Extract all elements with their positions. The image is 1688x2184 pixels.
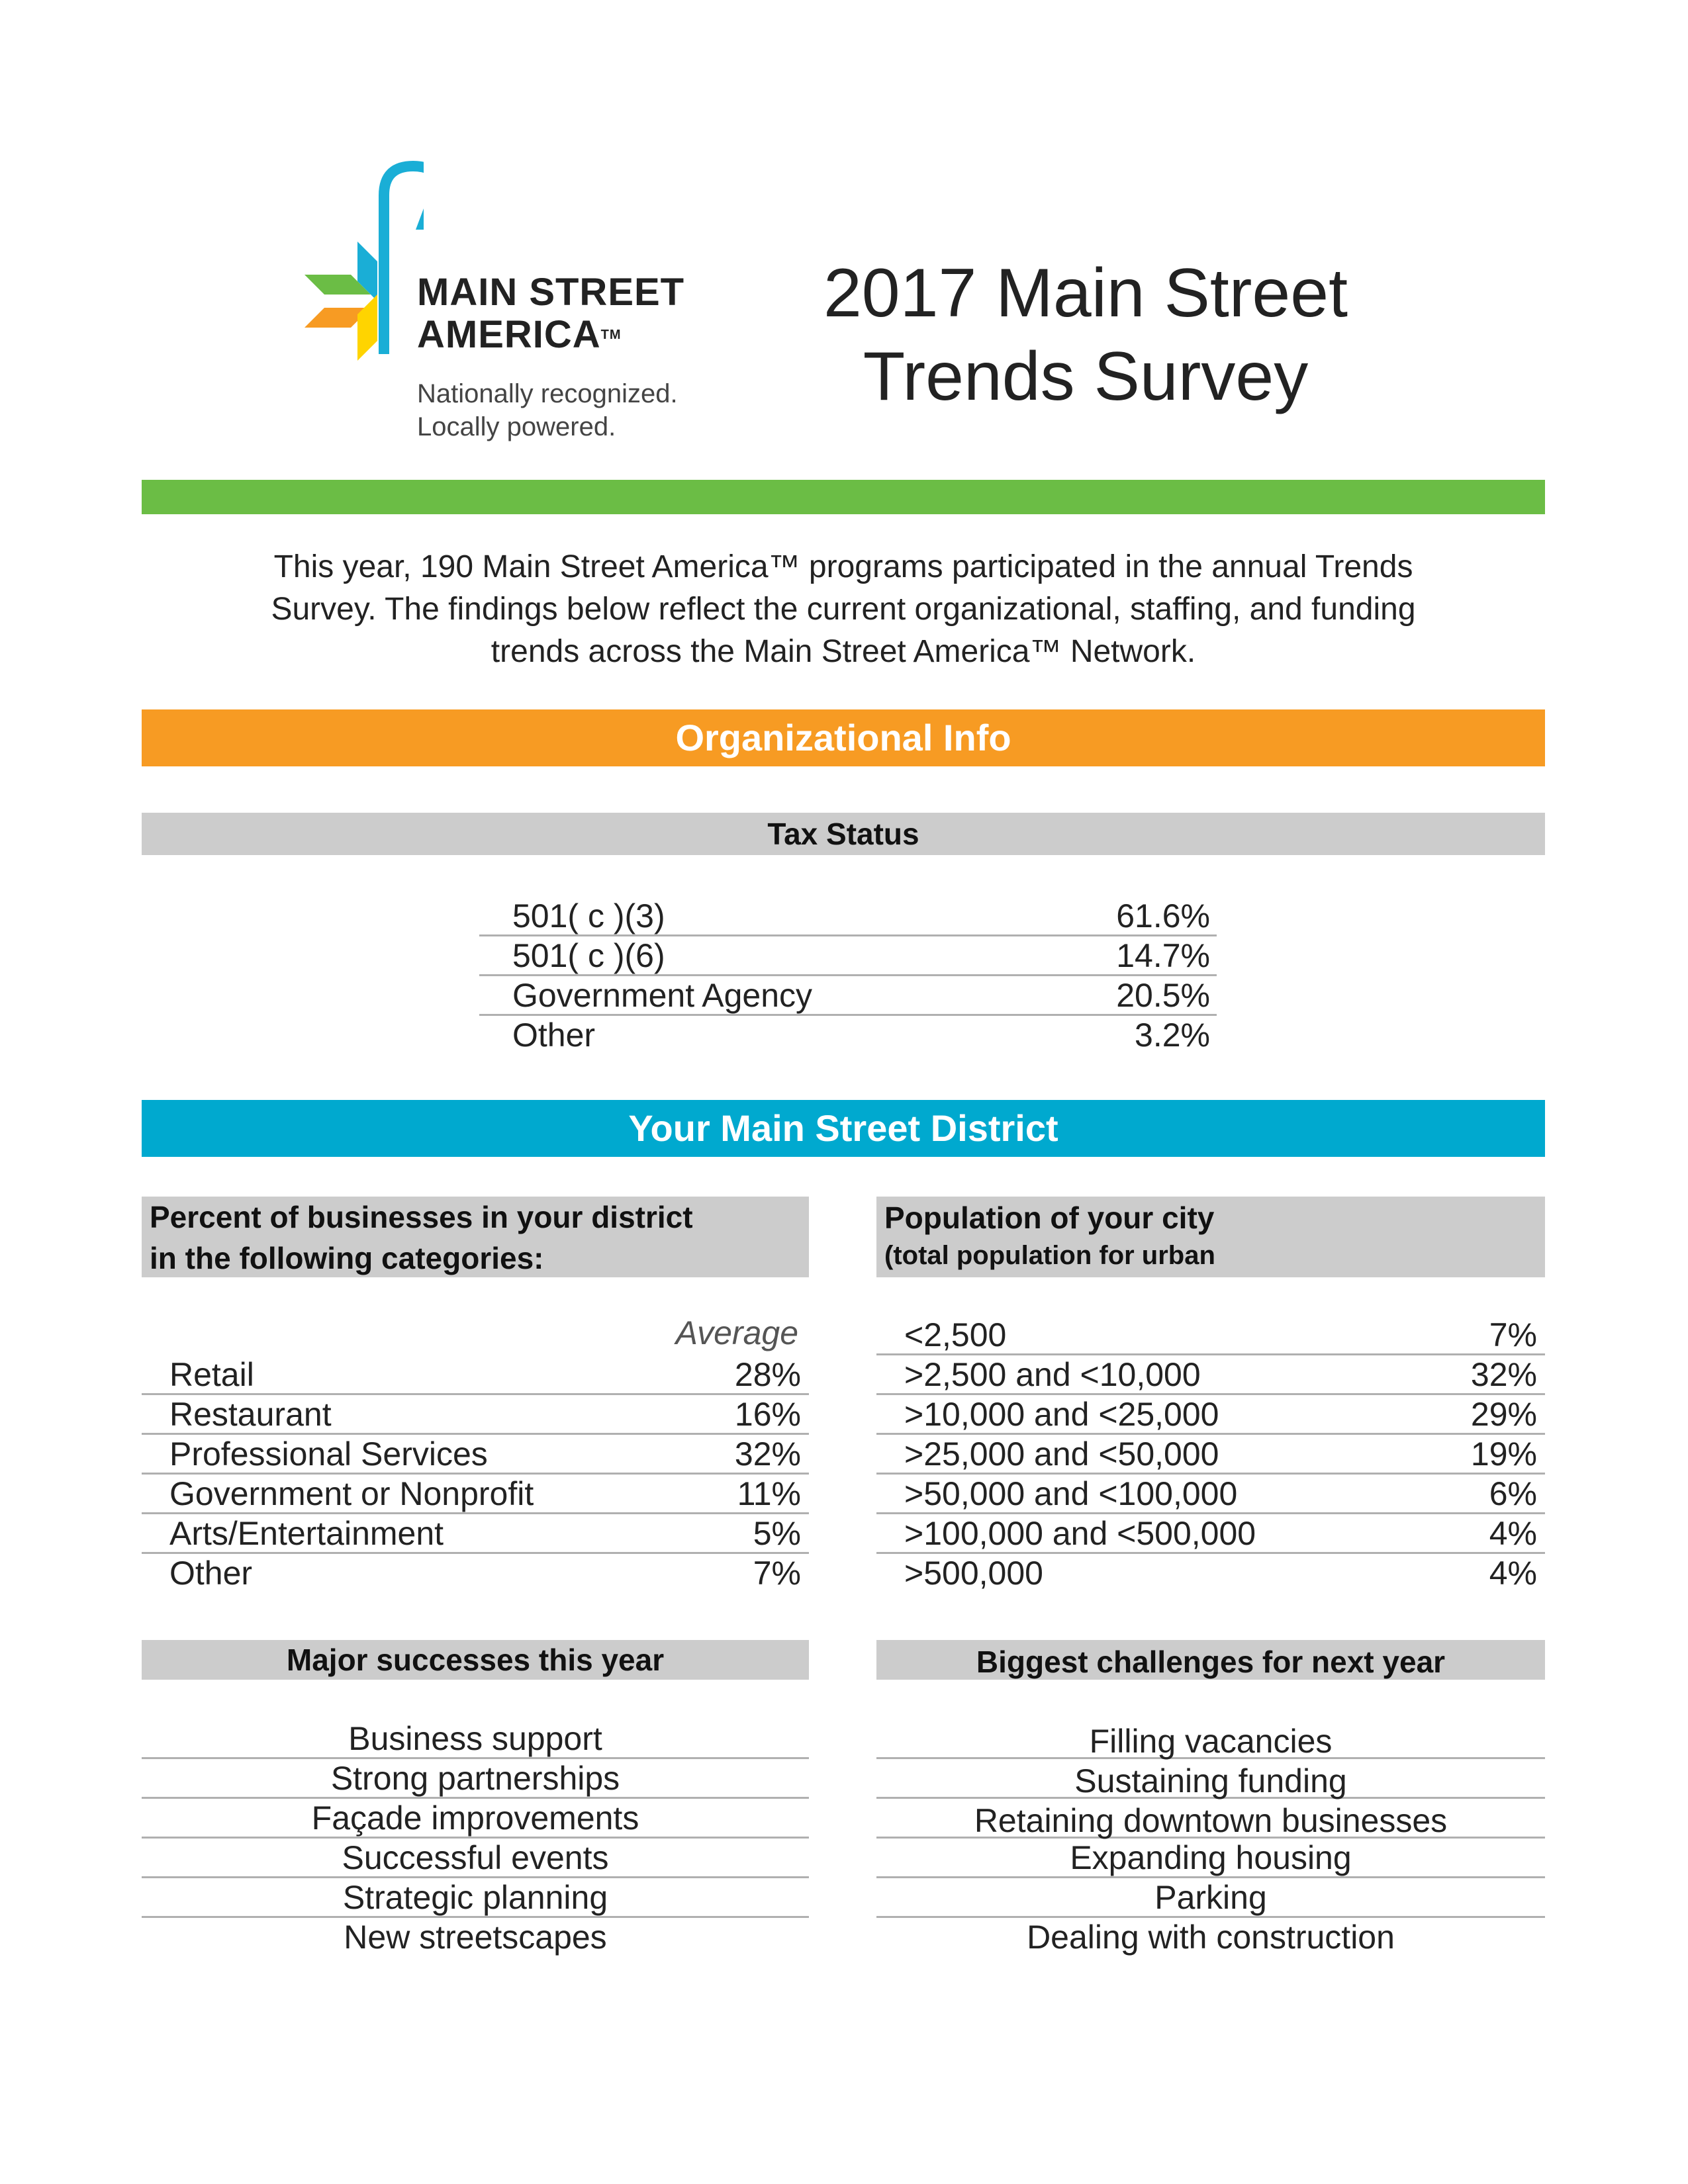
row-label: Restaurant bbox=[169, 1396, 332, 1433]
row-label: Retail bbox=[169, 1356, 254, 1393]
business-categories-header bbox=[142, 1197, 809, 1277]
title-line1: 2017 Main Street bbox=[823, 255, 1348, 332]
logo-tagline bbox=[417, 377, 678, 443]
list-item: Strong partnerships bbox=[142, 1759, 809, 1799]
row-label: >50,000 and <100,000 bbox=[904, 1475, 1238, 1512]
header-line: (total population for urban bbox=[884, 1241, 1215, 1270]
section-band-organizational-info: Organizational Info bbox=[142, 709, 1545, 766]
main-street-america-logo bbox=[291, 156, 728, 447]
list-item: Business support bbox=[142, 1719, 809, 1759]
list-item: Successful events bbox=[142, 1839, 809, 1878]
row-label: >100,000 and <500,000 bbox=[904, 1515, 1256, 1552]
header-line: Percent of businesses in your district bbox=[150, 1200, 693, 1234]
logo-tagline-line2: Locally powered. bbox=[417, 412, 616, 441]
intro-line: This year, 190 Main Street America™ programs participated in the annual Trends bbox=[273, 549, 1413, 584]
row-value: 32% bbox=[734, 1435, 801, 1473]
row-label: 501( c )(3) bbox=[512, 897, 665, 934]
page-title bbox=[755, 251, 1417, 418]
table-row bbox=[479, 976, 1217, 1016]
row-value: 7% bbox=[753, 1555, 801, 1592]
table-row bbox=[142, 1475, 809, 1514]
row-value: 7% bbox=[1489, 1316, 1537, 1353]
intro-line: Survey. The findings below reflect the current organizational, staffing, and funding bbox=[271, 592, 1416, 627]
row-value: 5% bbox=[753, 1515, 801, 1552]
table-row bbox=[142, 1435, 809, 1475]
row-value: 11% bbox=[737, 1475, 801, 1512]
row-value: 4% bbox=[1489, 1515, 1537, 1552]
row-value: 28% bbox=[734, 1356, 801, 1393]
list-item: Sustaining funding bbox=[876, 1759, 1545, 1799]
population-header bbox=[876, 1197, 1545, 1277]
logo-name-line1: MAIN STREET bbox=[417, 271, 685, 314]
list-item: Expanding housing bbox=[876, 1839, 1545, 1878]
table-row bbox=[876, 1355, 1545, 1395]
average-column-label: Average bbox=[675, 1314, 798, 1351]
list-item: New streetscapes bbox=[344, 1919, 607, 1956]
title-line2: Trends Survey bbox=[863, 338, 1309, 415]
row-label: Government or Nonprofit bbox=[169, 1475, 534, 1512]
list-item: Retaining downtown businesses bbox=[876, 1799, 1545, 1839]
challenges-header: Biggest challenges for next year bbox=[876, 1640, 1545, 1680]
row-label: <2,500 bbox=[904, 1316, 1007, 1353]
row-label: Other bbox=[169, 1555, 253, 1592]
logo-wordmark bbox=[417, 271, 684, 356]
successes-header: Major successes this year bbox=[142, 1640, 809, 1680]
row-label: >2,500 and <10,000 bbox=[904, 1356, 1201, 1393]
table-row bbox=[876, 1554, 1545, 1594]
row-value: 29% bbox=[1470, 1396, 1537, 1433]
street-lamp-star-icon bbox=[291, 156, 424, 394]
logo-name-line2: AMERICA bbox=[417, 313, 601, 356]
list-item: Strategic planning bbox=[142, 1878, 809, 1918]
row-label: >10,000 and <25,000 bbox=[904, 1396, 1219, 1433]
table-row bbox=[142, 1355, 809, 1395]
row-value: 32% bbox=[1470, 1356, 1537, 1393]
header-line: in the following categories: bbox=[150, 1241, 544, 1275]
logo-trademark: TM bbox=[600, 328, 622, 342]
list-item: Dealing with construction bbox=[1027, 1919, 1395, 1956]
row-label: 501( c )(6) bbox=[512, 937, 665, 974]
table-row bbox=[876, 1316, 1545, 1355]
section-band-district: Your Main Street District bbox=[142, 1100, 1545, 1157]
row-label: Arts/Entertainment bbox=[169, 1515, 444, 1552]
row-label: Other bbox=[512, 1017, 596, 1054]
row-value: 19% bbox=[1470, 1435, 1537, 1473]
table-row bbox=[876, 1514, 1545, 1554]
table-row bbox=[142, 1395, 809, 1435]
row-label: Professional Services bbox=[169, 1435, 488, 1473]
intro-line: trends across the Main Street America™ Network. bbox=[491, 634, 1196, 669]
row-value: 3.2% bbox=[1135, 1017, 1210, 1054]
row-label: >500,000 bbox=[904, 1555, 1043, 1592]
header-line: Population of your city bbox=[884, 1201, 1215, 1235]
list-item: Parking bbox=[876, 1878, 1545, 1918]
logo-tagline-line1: Nationally recognized. bbox=[417, 379, 678, 408]
row-value: 14.7% bbox=[1116, 937, 1210, 974]
intro-paragraph bbox=[142, 546, 1545, 673]
list-item: Façade improvements bbox=[142, 1799, 809, 1839]
table-row bbox=[142, 1514, 809, 1554]
table-row bbox=[479, 897, 1217, 936]
list-item: Filling vacancies bbox=[876, 1719, 1545, 1759]
table-row bbox=[142, 1554, 809, 1594]
tax-status-header: Tax Status bbox=[142, 813, 1545, 855]
row-label: >25,000 and <50,000 bbox=[904, 1435, 1219, 1473]
table-row bbox=[876, 1475, 1545, 1514]
row-value: 16% bbox=[734, 1396, 801, 1433]
table-row bbox=[479, 936, 1217, 976]
table-row bbox=[876, 1435, 1545, 1475]
row-value: 4% bbox=[1489, 1555, 1537, 1592]
table-row bbox=[876, 1395, 1545, 1435]
green-divider-bar bbox=[142, 480, 1545, 514]
row-label: Government Agency bbox=[512, 977, 813, 1014]
row-value: 61.6% bbox=[1116, 897, 1210, 934]
table-row bbox=[479, 1016, 1217, 1056]
row-value: 6% bbox=[1489, 1475, 1537, 1512]
row-value: 20.5% bbox=[1116, 977, 1210, 1014]
